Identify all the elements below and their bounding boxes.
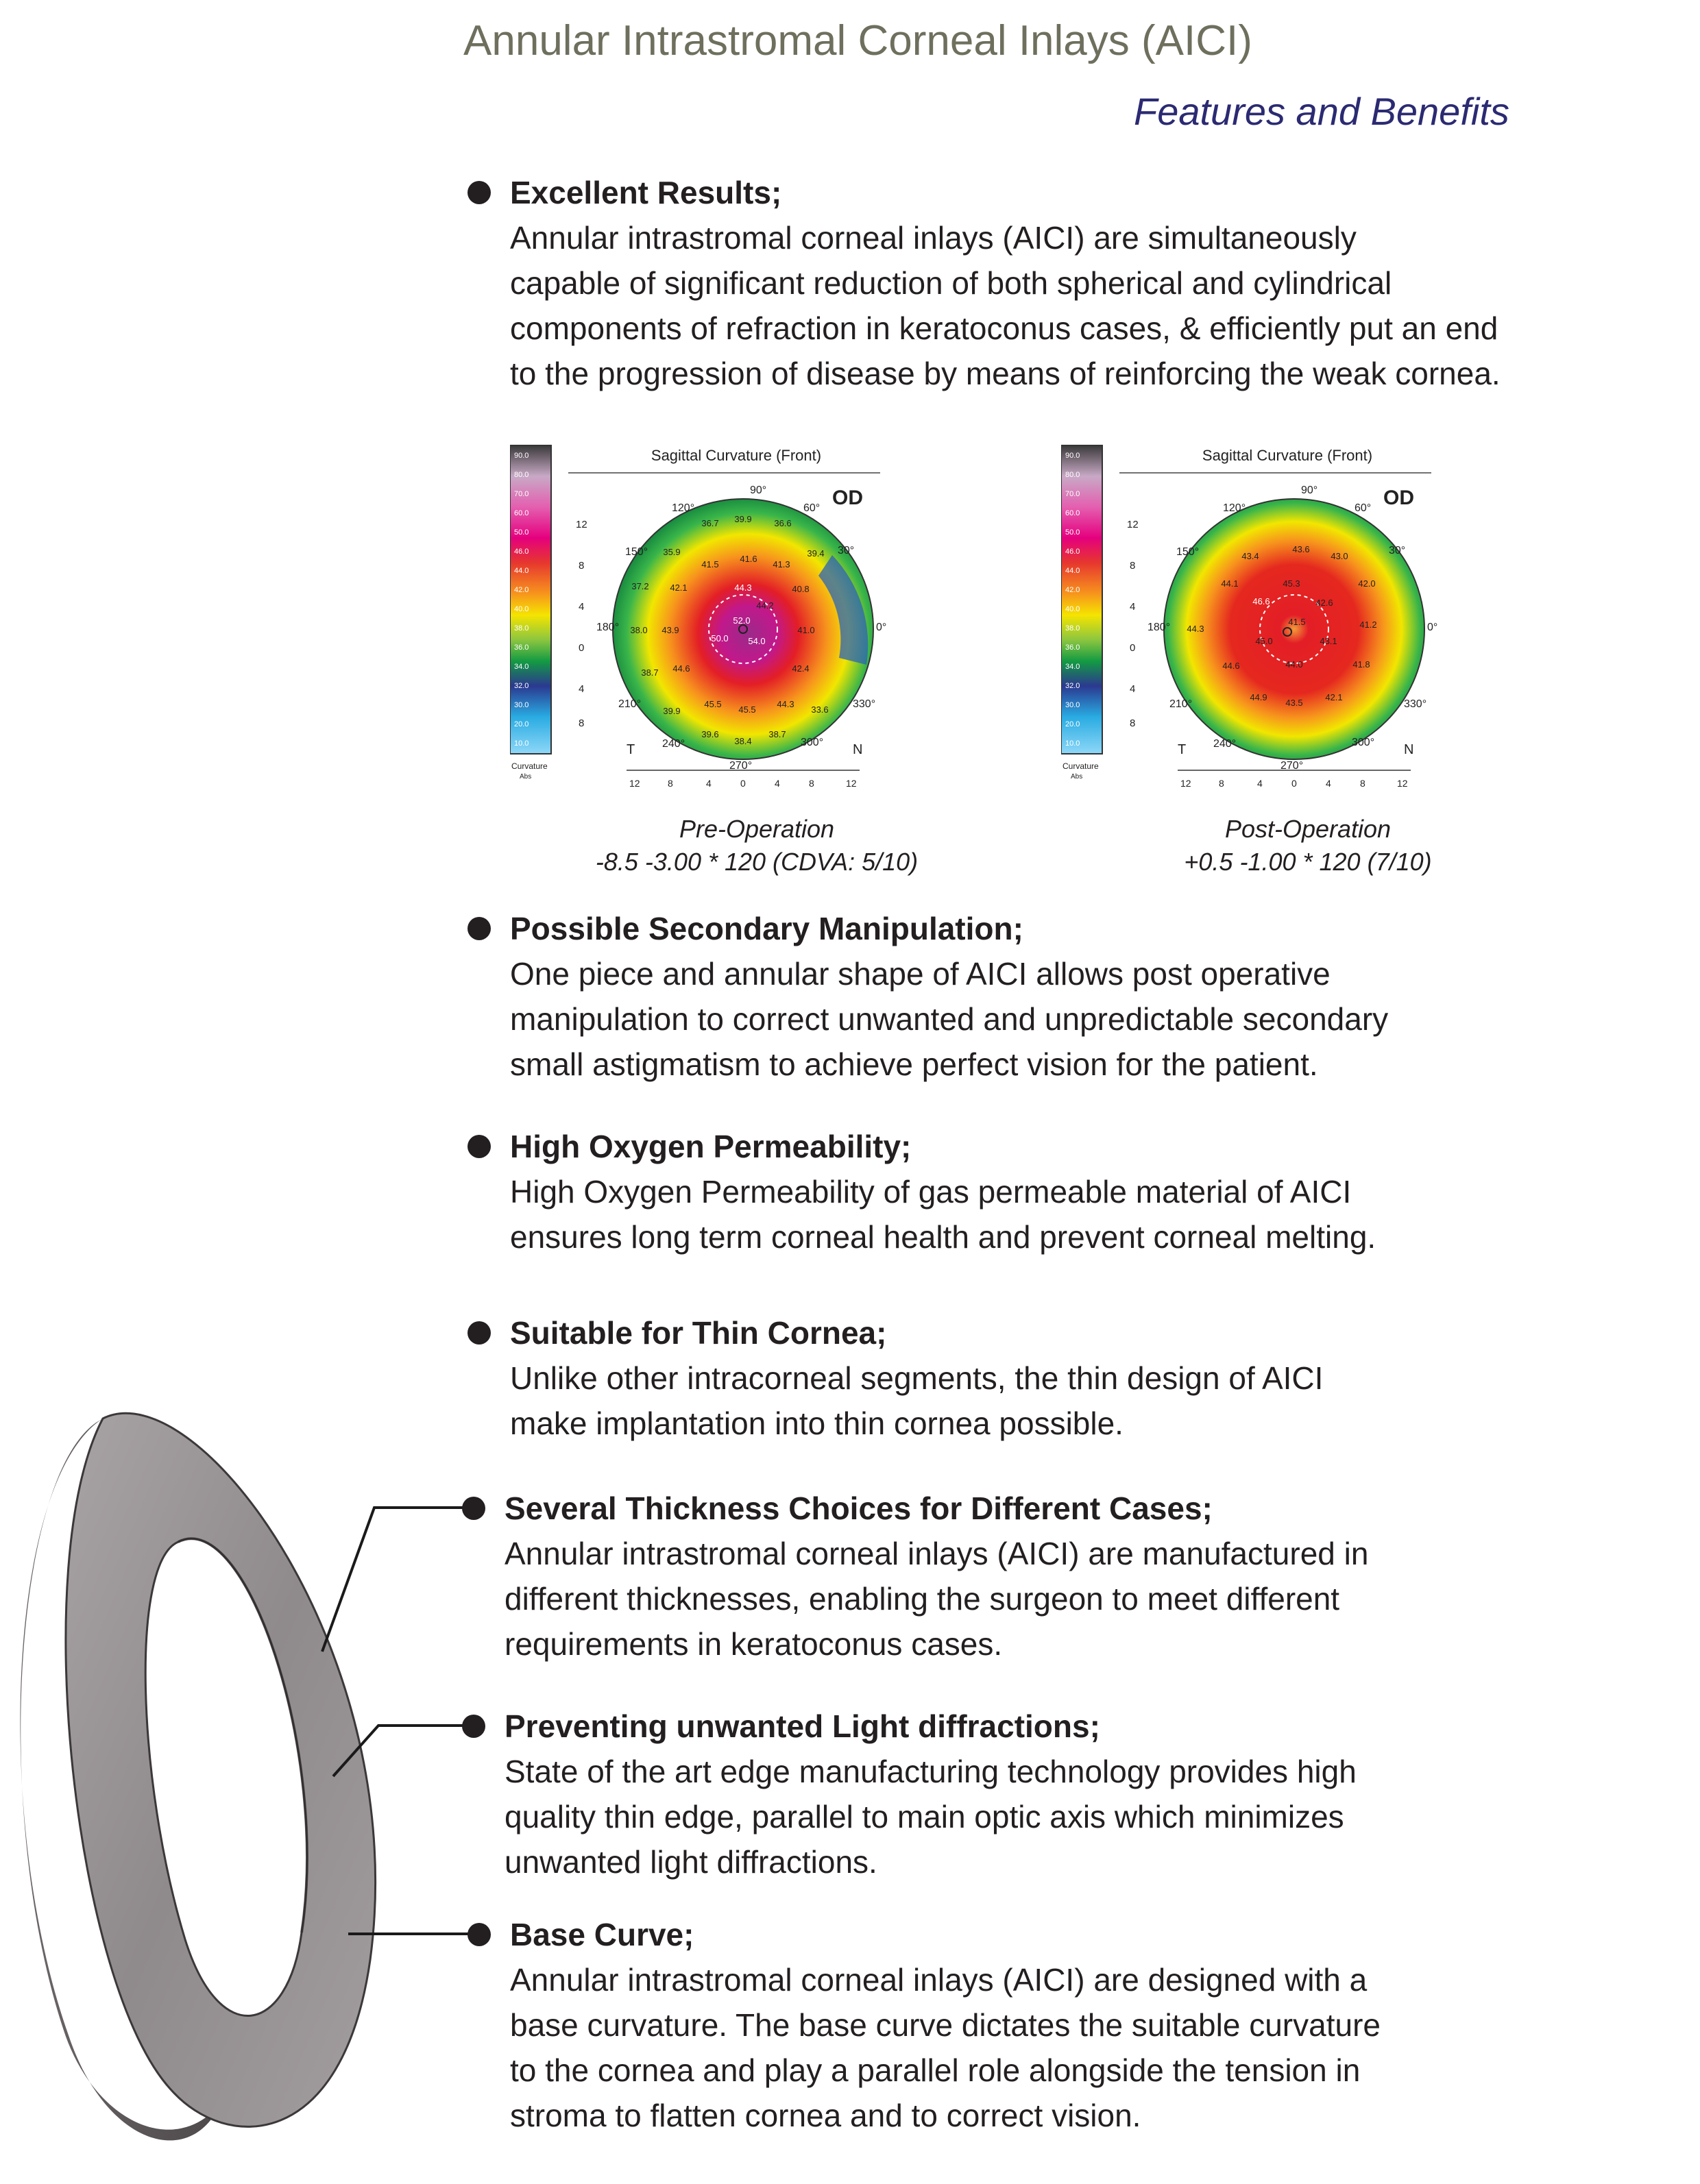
- feature-body: State of the art edge manufacturing technology provides high quality thin edge, parallel to main optic axis which minimizes unwanted light diffractions.: [505, 1754, 1357, 1880]
- temporal-label: T: [627, 742, 635, 757]
- feature-heading: Excellent Results;: [510, 175, 782, 210]
- side-tick: 4: [579, 683, 585, 695]
- reading: 41.6: [740, 554, 757, 564]
- feature-body: Annular intrastromal corneal inlays (AICI) are designed with a base curvature. The base curve dictates the suitable curvature to the cornea and play a parallel role alongside the tension in stroma to flatten cornea and to correct vision.: [510, 1962, 1381, 2133]
- scale-value: 50.0: [1065, 528, 1080, 537]
- scale-value: 44.0: [514, 567, 529, 575]
- reading: 41.5: [1288, 617, 1306, 627]
- degree-label: 60°: [803, 502, 821, 514]
- feature-heading: Possible Secondary Manipulation;: [510, 911, 1023, 946]
- reading: 44.3: [1187, 624, 1204, 634]
- feature-light-diffractions: [505, 1704, 1357, 1885]
- feature-heading: Preventing unwanted Light diffractions;: [505, 1708, 1100, 1744]
- post-op-refraction: +0.5 -1.00 * 120 (7/10): [1184, 848, 1432, 876]
- feature-body: Annular intrastromal corneal inlays (AICI) are simultaneously capable of significant reduction of both spherical and cylindrical components of refraction in keratoconus cases, & efficiently put an end to the progression of disease by means of reinforcing the weak cornea.: [510, 220, 1501, 391]
- bottom-tick: 12: [1397, 778, 1408, 789]
- bullet-icon: [462, 1497, 485, 1520]
- post-op-label: Post-Operation: [1224, 815, 1392, 843]
- side-tick: 0: [579, 642, 585, 654]
- degree-label: 210°: [618, 698, 642, 710]
- degree-label: 60°: [1355, 502, 1372, 514]
- scale-value: 36.0: [1065, 643, 1080, 652]
- feature-excellent-results: [510, 170, 1501, 396]
- scale-value: 44.0: [1065, 567, 1080, 575]
- bottom-tick: 8: [1219, 778, 1224, 789]
- degree-label: 0°: [876, 622, 887, 633]
- scale-label: Curvature: [511, 761, 548, 771]
- feature-body: High Oxygen Permeability of gas permeable material of AICI ensures long term corneal health and prevent corneal melting.: [510, 1174, 1376, 1255]
- scale-value: 20.0: [514, 720, 529, 728]
- scale-value: 10.0: [1065, 739, 1080, 748]
- reading: 44.1: [1221, 578, 1239, 589]
- side-tick: 0: [1130, 642, 1136, 654]
- scale-value: 20.0: [1065, 720, 1080, 728]
- reading: 45.5: [738, 704, 756, 715]
- reading: 44.9: [1250, 692, 1267, 702]
- feature-heading: Suitable for Thin Cornea;: [510, 1315, 887, 1351]
- scale-value: 32.0: [1065, 682, 1080, 690]
- bottom-tick: 4: [775, 778, 780, 789]
- pre-op-map: [510, 439, 1004, 809]
- bullet-icon: [467, 181, 491, 204]
- scale-value: 60.0: [514, 509, 529, 517]
- reading: 44.3: [734, 582, 752, 593]
- reading: 45.0: [1255, 636, 1273, 646]
- degree-label: 270°: [1280, 760, 1304, 772]
- reading: 41.8: [1352, 659, 1370, 670]
- topography-pre-operation: [510, 439, 1004, 812]
- scale-value: 38.0: [514, 624, 529, 633]
- reading: 44.6: [1222, 661, 1240, 671]
- degree-label: 30°: [1389, 545, 1406, 556]
- reading: 44.6: [672, 663, 690, 674]
- feature-body: Annular intrastromal corneal inlays (AICI) are manufactured in different thicknesses, enabling the surgeon to meet different requirements in keratoconus cases.: [505, 1536, 1369, 1662]
- side-tick: 8: [1130, 560, 1136, 572]
- reading: 36.7: [701, 518, 719, 528]
- eye-label: OD: [1383, 487, 1414, 509]
- post-op-map: [1061, 439, 1555, 809]
- bottom-tick: 12: [846, 778, 857, 789]
- scale-value: 42.0: [514, 586, 529, 594]
- scale-sub-label: Abs: [520, 773, 532, 781]
- degree-label: 180°: [1148, 622, 1171, 633]
- degree-label: 180°: [596, 622, 620, 633]
- scale-value: 36.0: [514, 643, 529, 652]
- reading: 41.0: [797, 625, 815, 635]
- feature-secondary-manipulation: [510, 906, 1388, 1087]
- bullet-icon: [462, 1715, 485, 1738]
- bottom-tick: 4: [706, 778, 712, 789]
- degree-label: 90°: [750, 484, 767, 496]
- leader-line-thickness: [322, 1508, 470, 1652]
- reading: 41.5: [701, 559, 719, 569]
- eye-label: OD: [832, 487, 863, 509]
- scale-value: 80.0: [1065, 471, 1080, 479]
- reading: 45.5: [704, 699, 722, 709]
- scale-value: 40.0: [514, 605, 529, 613]
- reading: 38.7: [641, 667, 659, 678]
- bullet-icon: [467, 917, 491, 940]
- page-title: Annular Intrastromal Corneal Inlays (AICI): [463, 17, 1252, 64]
- reading: 52.0: [733, 615, 751, 626]
- bottom-tick: 4: [1326, 778, 1331, 789]
- bullet-icon: [467, 1923, 491, 1946]
- topography-post-operation: [1061, 439, 1555, 812]
- reading: 44.0: [1285, 659, 1303, 670]
- reading: 38.7: [768, 729, 786, 739]
- reading: 43.6: [1292, 544, 1310, 554]
- bottom-tick: 0: [1291, 778, 1297, 789]
- side-tick: 12: [576, 519, 587, 530]
- reading: 33.6: [811, 704, 829, 715]
- scale-value: 80.0: [514, 471, 529, 479]
- feature-body: One piece and annular shape of AICI allows post operative manipulation to correct unwanted and unpredictable secondary small astigmatism to achieve perfect vision for the patient.: [510, 956, 1389, 1082]
- degree-label: 300°: [801, 737, 824, 748]
- scale-value: 70.0: [1065, 490, 1080, 498]
- scale-value: 38.0: [1065, 624, 1080, 633]
- annular-inlay-illustration: [0, 1398, 521, 2184]
- scale-value: 34.0: [1065, 663, 1080, 671]
- side-tick: 8: [579, 560, 585, 572]
- map-title: Sagittal Curvature (Front): [651, 447, 822, 464]
- bullet-icon: [467, 1135, 491, 1158]
- feature-thin-cornea: [510, 1310, 1323, 1446]
- reading: 43.4: [1241, 551, 1259, 561]
- degree-label: 300°: [1352, 737, 1375, 748]
- degree-label: 240°: [1213, 738, 1237, 750]
- temporal-label: T: [1178, 742, 1187, 757]
- scale-sub-label: Abs: [1071, 773, 1083, 781]
- scale-value: 90.0: [514, 452, 529, 460]
- pre-op-refraction: -8.5 -3.00 * 120 (CDVA: 5/10): [595, 848, 919, 876]
- reading: 38.4: [734, 736, 752, 746]
- feature-thickness-choices: [505, 1486, 1368, 1667]
- scale-value: 30.0: [1065, 701, 1080, 709]
- degree-label: 150°: [625, 546, 648, 558]
- post-op-caption: [1061, 813, 1555, 879]
- scale-value: 34.0: [514, 663, 529, 671]
- reading: 39.9: [734, 514, 752, 524]
- degree-label: 0°: [1427, 622, 1438, 633]
- bottom-tick: 0: [740, 778, 746, 789]
- scale-value: 10.0: [514, 739, 529, 748]
- degree-label: 150°: [1176, 546, 1200, 558]
- reading: 37.2: [631, 581, 649, 591]
- reading: 42.1: [670, 582, 688, 593]
- ring-face: [66, 1413, 376, 2126]
- reading: 46.6: [1252, 596, 1270, 606]
- degree-label: 30°: [838, 545, 855, 556]
- feature-base-curve: [510, 1912, 1381, 2138]
- reading: 42.1: [1325, 692, 1343, 702]
- scale-value: 60.0: [1065, 509, 1080, 517]
- side-tick: 4: [579, 601, 585, 613]
- reading: 54.0: [748, 636, 766, 646]
- scale-value: 32.0: [514, 682, 529, 690]
- scale-value: 46.0: [1065, 548, 1080, 556]
- page-subtitle: Features and Benefits: [1134, 90, 1509, 133]
- pre-op-label: Pre-Operation: [679, 815, 835, 843]
- degree-label: 120°: [1223, 502, 1246, 514]
- bottom-tick: 8: [1360, 778, 1365, 789]
- pre-op-caption: [510, 813, 1004, 879]
- side-tick: 8: [579, 717, 585, 729]
- degree-label: 330°: [1404, 698, 1427, 710]
- scale-value: 90.0: [1065, 452, 1080, 460]
- nasal-label: N: [853, 742, 863, 757]
- reading: 39.9: [663, 706, 681, 716]
- scale-value: 40.0: [1065, 605, 1080, 613]
- reading: 41.2: [1359, 619, 1377, 630]
- reading: 42.6: [1315, 598, 1333, 608]
- bottom-tick: 8: [809, 778, 814, 789]
- bottom-tick: 12: [1180, 778, 1191, 789]
- reading: 40.8: [792, 584, 810, 594]
- reading: 43.0: [1331, 551, 1348, 561]
- bottom-tick: 8: [668, 778, 673, 789]
- reading: 38.0: [630, 625, 648, 635]
- bottom-tick: 12: [629, 778, 640, 789]
- side-tick: 12: [1127, 519, 1139, 530]
- feature-body: Unlike other intracorneal segments, the thin design of AICI make implantation into thin cornea possible.: [510, 1360, 1324, 1441]
- reading: 35.9: [663, 547, 681, 557]
- scale-value: 46.0: [514, 548, 529, 556]
- reading: 42.4: [792, 663, 810, 674]
- scale-value: 42.0: [1065, 586, 1080, 594]
- scale-value: 70.0: [514, 490, 529, 498]
- scale-value: 30.0: [514, 701, 529, 709]
- degree-label: 270°: [729, 760, 753, 772]
- feature-heading: Base Curve;: [510, 1917, 694, 1952]
- reading: 43.5: [1285, 698, 1303, 708]
- reading: 45.3: [1283, 578, 1300, 589]
- reading: 41.3: [773, 559, 790, 569]
- degree-label: 90°: [1301, 484, 1318, 496]
- degree-label: 210°: [1169, 698, 1193, 710]
- reading: 50.0: [711, 633, 729, 643]
- reading: 44.3: [777, 699, 794, 709]
- reading: 43.1: [1320, 636, 1337, 646]
- degree-label: 330°: [853, 698, 876, 710]
- feature-heading: High Oxygen Permeability;: [510, 1129, 912, 1164]
- scale-value: 50.0: [514, 528, 529, 537]
- map-title: Sagittal Curvature (Front): [1202, 447, 1373, 464]
- bottom-tick: 4: [1257, 778, 1263, 789]
- reading: 44.2: [756, 600, 774, 611]
- reading: 43.9: [661, 625, 679, 635]
- nasal-label: N: [1404, 742, 1414, 757]
- side-tick: 8: [1130, 717, 1136, 729]
- scale-label: Curvature: [1062, 761, 1099, 771]
- reading: 36.6: [774, 518, 792, 528]
- reading: 39.4: [807, 548, 825, 559]
- side-tick: 4: [1130, 683, 1136, 695]
- reading: 39.6: [701, 729, 719, 739]
- bullet-icon: [467, 1321, 491, 1345]
- feature-heading: Several Thickness Choices for Different Cases;: [505, 1490, 1213, 1526]
- degree-label: 240°: [662, 738, 685, 750]
- degree-label: 120°: [672, 502, 695, 514]
- side-tick: 4: [1130, 601, 1136, 613]
- reading: 42.0: [1358, 578, 1376, 589]
- feature-oxygen-permeability: [510, 1124, 1376, 1260]
